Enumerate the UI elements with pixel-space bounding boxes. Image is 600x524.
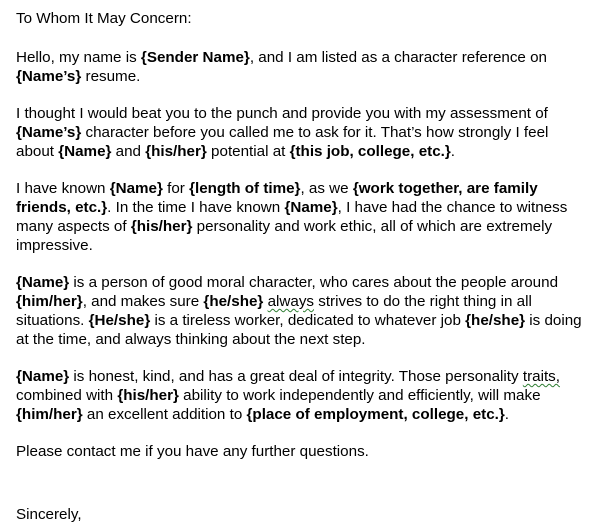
placeholder-field: {Name} [16, 368, 70, 385]
body-text: is a person of good moral character, who cares about the people around [69, 274, 559, 291]
salutation: To Whom It May Concern: [16, 10, 192, 27]
body-text: for [162, 180, 190, 197]
body-text: character before you called me to ask for it. That’s how strongly I feel about [16, 124, 549, 160]
body-text: potential at [206, 143, 290, 160]
placeholder-field: {place of employment, college, etc.} [246, 406, 505, 423]
body-text: is doing at the time, and always thinking about the next step. [16, 312, 582, 348]
placeholder-field: {him/her} [16, 293, 83, 310]
body-text: , and I am listed as a character reference on [249, 49, 547, 66]
placeholder-field: {his/her} [130, 218, 193, 235]
placeholder-field: {Sender Name} [140, 49, 250, 66]
body-text: and [111, 143, 146, 160]
placeholder-field: {Name} [16, 274, 70, 291]
body-text: . [504, 406, 510, 423]
body-text: I have known [16, 180, 110, 197]
placeholder-field: {he/she} [465, 312, 526, 329]
paragraph-assessment [16, 104, 582, 161]
grammar-flagged-text: always [267, 293, 315, 310]
body-text: personality and work ethic, all of which are extremely impressive. [16, 218, 553, 254]
placeholder-field: {Name’s} [16, 68, 82, 85]
body-text: I thought I would beat you to the punch and provide you with my assessment of [16, 105, 548, 122]
paragraph-introduction [16, 48, 582, 86]
closing: Sincerely, [16, 506, 82, 523]
paragraph-character [16, 273, 582, 349]
placeholder-field: {his/her} [117, 387, 179, 404]
paragraph-qualities [16, 367, 582, 424]
paragraph-relationship [16, 179, 582, 255]
placeholder-field: {this job, college, etc.} [289, 143, 451, 160]
placeholder-field: {he/she} [203, 293, 264, 310]
placeholder-field: {Name’s} [16, 124, 82, 141]
paragraph-contact [16, 442, 582, 461]
placeholder-field: {his/her} [145, 143, 207, 160]
placeholder-field: {work together, are family friends, etc.} [16, 180, 538, 216]
body-text: , and makes sure [82, 293, 204, 310]
placeholder-field: {length of time} [189, 180, 301, 197]
body-text: an excellent addition to [82, 406, 247, 423]
body-text: . In the time I have known [107, 199, 285, 216]
placeholder-field: {Name} [58, 143, 112, 160]
placeholder-field: {Name} [284, 199, 338, 216]
placeholder-field: {him/her} [16, 406, 83, 423]
body-text: ability to work independently and efficiently, will make [178, 387, 541, 404]
body-text: , I have had the chance to witness many aspects of [16, 199, 568, 235]
body-text: , as we [300, 180, 353, 197]
body-text: is a tireless worker, dedicated to whatever job [150, 312, 466, 329]
body-text: Please contact me if you have any further questions. [16, 443, 369, 460]
body-text: strives to do the right thing in all situations. [16, 293, 532, 329]
body-text: Hello, my name is [16, 49, 141, 66]
body-text: . [450, 143, 456, 160]
placeholder-field: {He/she} [88, 312, 151, 329]
grammar-flagged-text: traits, [522, 368, 560, 385]
body-text: is honest, kind, and has a great deal of integrity. Those personality [69, 368, 523, 385]
body-text: resume. [81, 68, 141, 85]
placeholder-field: {Name} [109, 180, 163, 197]
body-text: combined with [16, 387, 118, 404]
